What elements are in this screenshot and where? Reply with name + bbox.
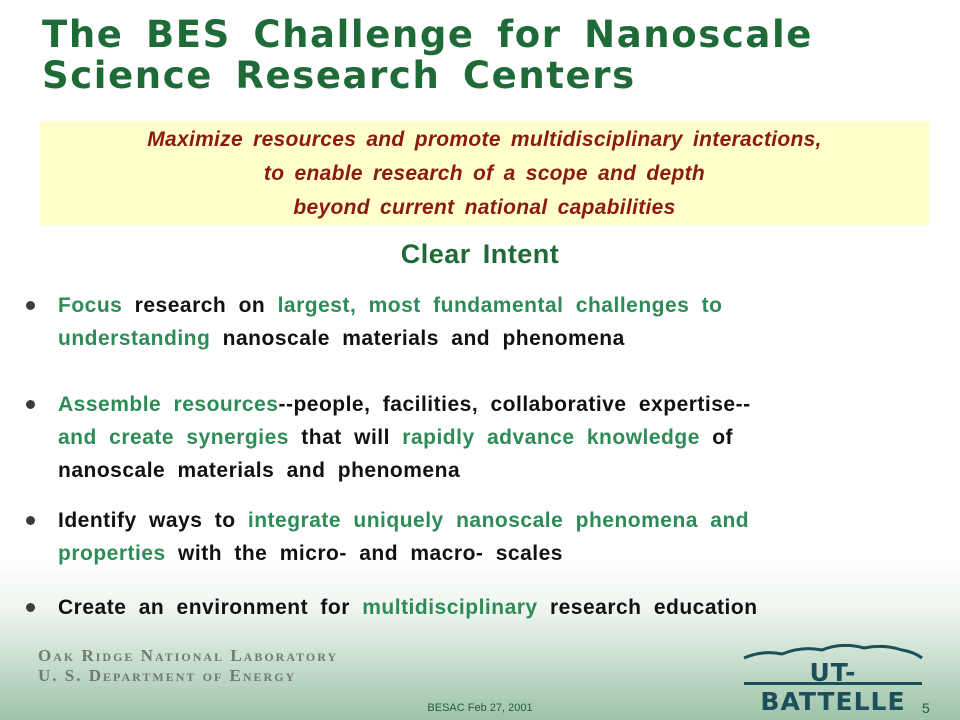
mission-line-3: beyond current national capabilities — [293, 196, 676, 219]
highlighted-text: properties — [58, 542, 166, 565]
ut-battelle-logo — [742, 640, 924, 716]
body-text: nanoscale materials and phenomena — [58, 459, 461, 482]
bullet-line — [58, 421, 926, 454]
bullet-item — [26, 504, 926, 570]
ut-battelle-wordmark: UT-BATTELLE — [760, 658, 906, 716]
bullet-text — [58, 388, 926, 487]
bullet-line — [58, 591, 926, 624]
bullet-line — [58, 322, 926, 355]
body-text: with the micro- and macro- scales — [165, 542, 563, 565]
doe-logo-line: U. S. Department of Energy — [38, 666, 297, 685]
bullet-item — [26, 289, 926, 355]
bullet-dot-icon — [26, 400, 35, 409]
body-text: Identify ways to — [58, 509, 248, 532]
slide-title-line-1: The BES Challenge for Nanoscale — [42, 13, 813, 56]
body-text: Create an environment for — [58, 596, 363, 619]
mission-line-1: Maximize resources and promote multidisciplinary interactions, — [147, 128, 822, 151]
mission-statement-box — [40, 121, 929, 225]
bullet-line — [58, 504, 926, 537]
bullet-dot-icon — [26, 603, 35, 612]
page-number: 5 — [922, 700, 930, 716]
body-text: research on — [122, 294, 278, 317]
bullet-item — [26, 388, 926, 487]
bullet-dot-icon — [26, 516, 35, 525]
body-text: that will — [288, 426, 403, 449]
slide-title — [42, 14, 813, 96]
section-heading: Clear Intent — [400, 239, 560, 269]
highlighted-text: Focus — [58, 294, 123, 317]
bullet-dot-icon — [26, 301, 35, 310]
highlighted-text: understanding — [58, 327, 211, 350]
body-text: research education — [537, 596, 758, 619]
bullet-item — [26, 591, 926, 624]
mission-line-2: to enable research of a scope and depth — [263, 162, 706, 185]
highlighted-text: largest, most fundamental challenges to — [277, 294, 723, 317]
highlighted-text: Assemble resources — [58, 393, 279, 416]
body-text: nanoscale materials and phenomena — [210, 327, 625, 350]
bullet-text — [58, 504, 926, 570]
highlighted-text: multidisciplinary — [362, 596, 538, 619]
highlighted-text: and create synergies — [58, 426, 289, 449]
bullet-line — [58, 388, 926, 421]
highlighted-text: rapidly advance knowledge — [402, 426, 700, 449]
slide-title-line-2: Science Research Centers — [42, 54, 636, 97]
bullet-line — [58, 537, 926, 570]
ornl-logo-line: Oak Ridge National Laboratory — [38, 646, 339, 665]
bullet-text — [58, 289, 926, 355]
highlighted-text: integrate uniquely nanoscale phenomena and — [247, 509, 750, 532]
bullet-line — [58, 454, 926, 487]
footer-date: BESAC Feb 27, 2001 — [427, 702, 533, 714]
bullet-text — [58, 591, 926, 624]
ornl-doe-logo — [38, 646, 338, 686]
body-text: of — [699, 426, 734, 449]
bullet-line — [58, 289, 926, 322]
body-text: --people, facilities, collaborative expertise-- — [278, 393, 751, 416]
